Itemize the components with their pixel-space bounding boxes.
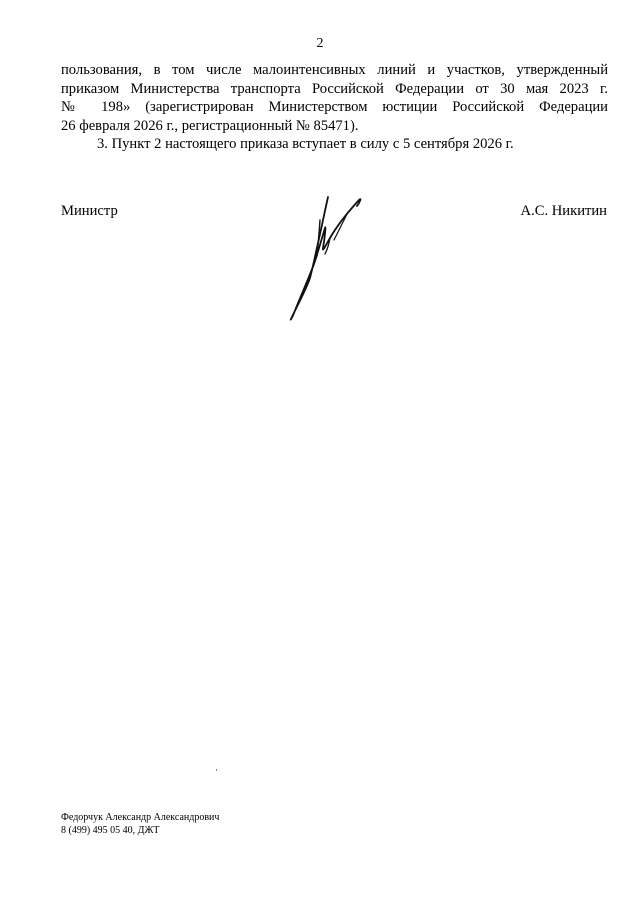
signatory-name: А.С. Никитин xyxy=(520,203,607,219)
executor-contact: 8 (499) 495 05 40, ДЖТ xyxy=(61,824,160,836)
executor-footer xyxy=(61,812,219,837)
scan-artifact xyxy=(216,769,217,771)
paragraph-1-line-3: № 198» (зарегистрирован Министерством юстиции Российской Федерации xyxy=(61,99,608,115)
paragraph-1-line-2: приказом Министерства транспорта Российской Федерации от 30 мая 2023 г. xyxy=(61,80,608,97)
document-body xyxy=(61,61,608,154)
paragraph-1-line-4: 26 февраля 2026 г., регистрационный № 85471). xyxy=(61,117,359,134)
signatory-title: Министр xyxy=(61,203,118,219)
paragraph-2: 3. Пункт 2 настоящего приказа вступает в силу с 5 сентября 2026 г. xyxy=(97,136,514,152)
paragraph-1-line-1: пользования, в том числе малоинтенсивных линий и участков, утвержденный xyxy=(61,62,608,78)
executor-name: Федорчук Александр Александрович xyxy=(61,812,220,823)
page-number: 2 xyxy=(316,36,324,51)
handwritten-signature xyxy=(282,190,382,325)
